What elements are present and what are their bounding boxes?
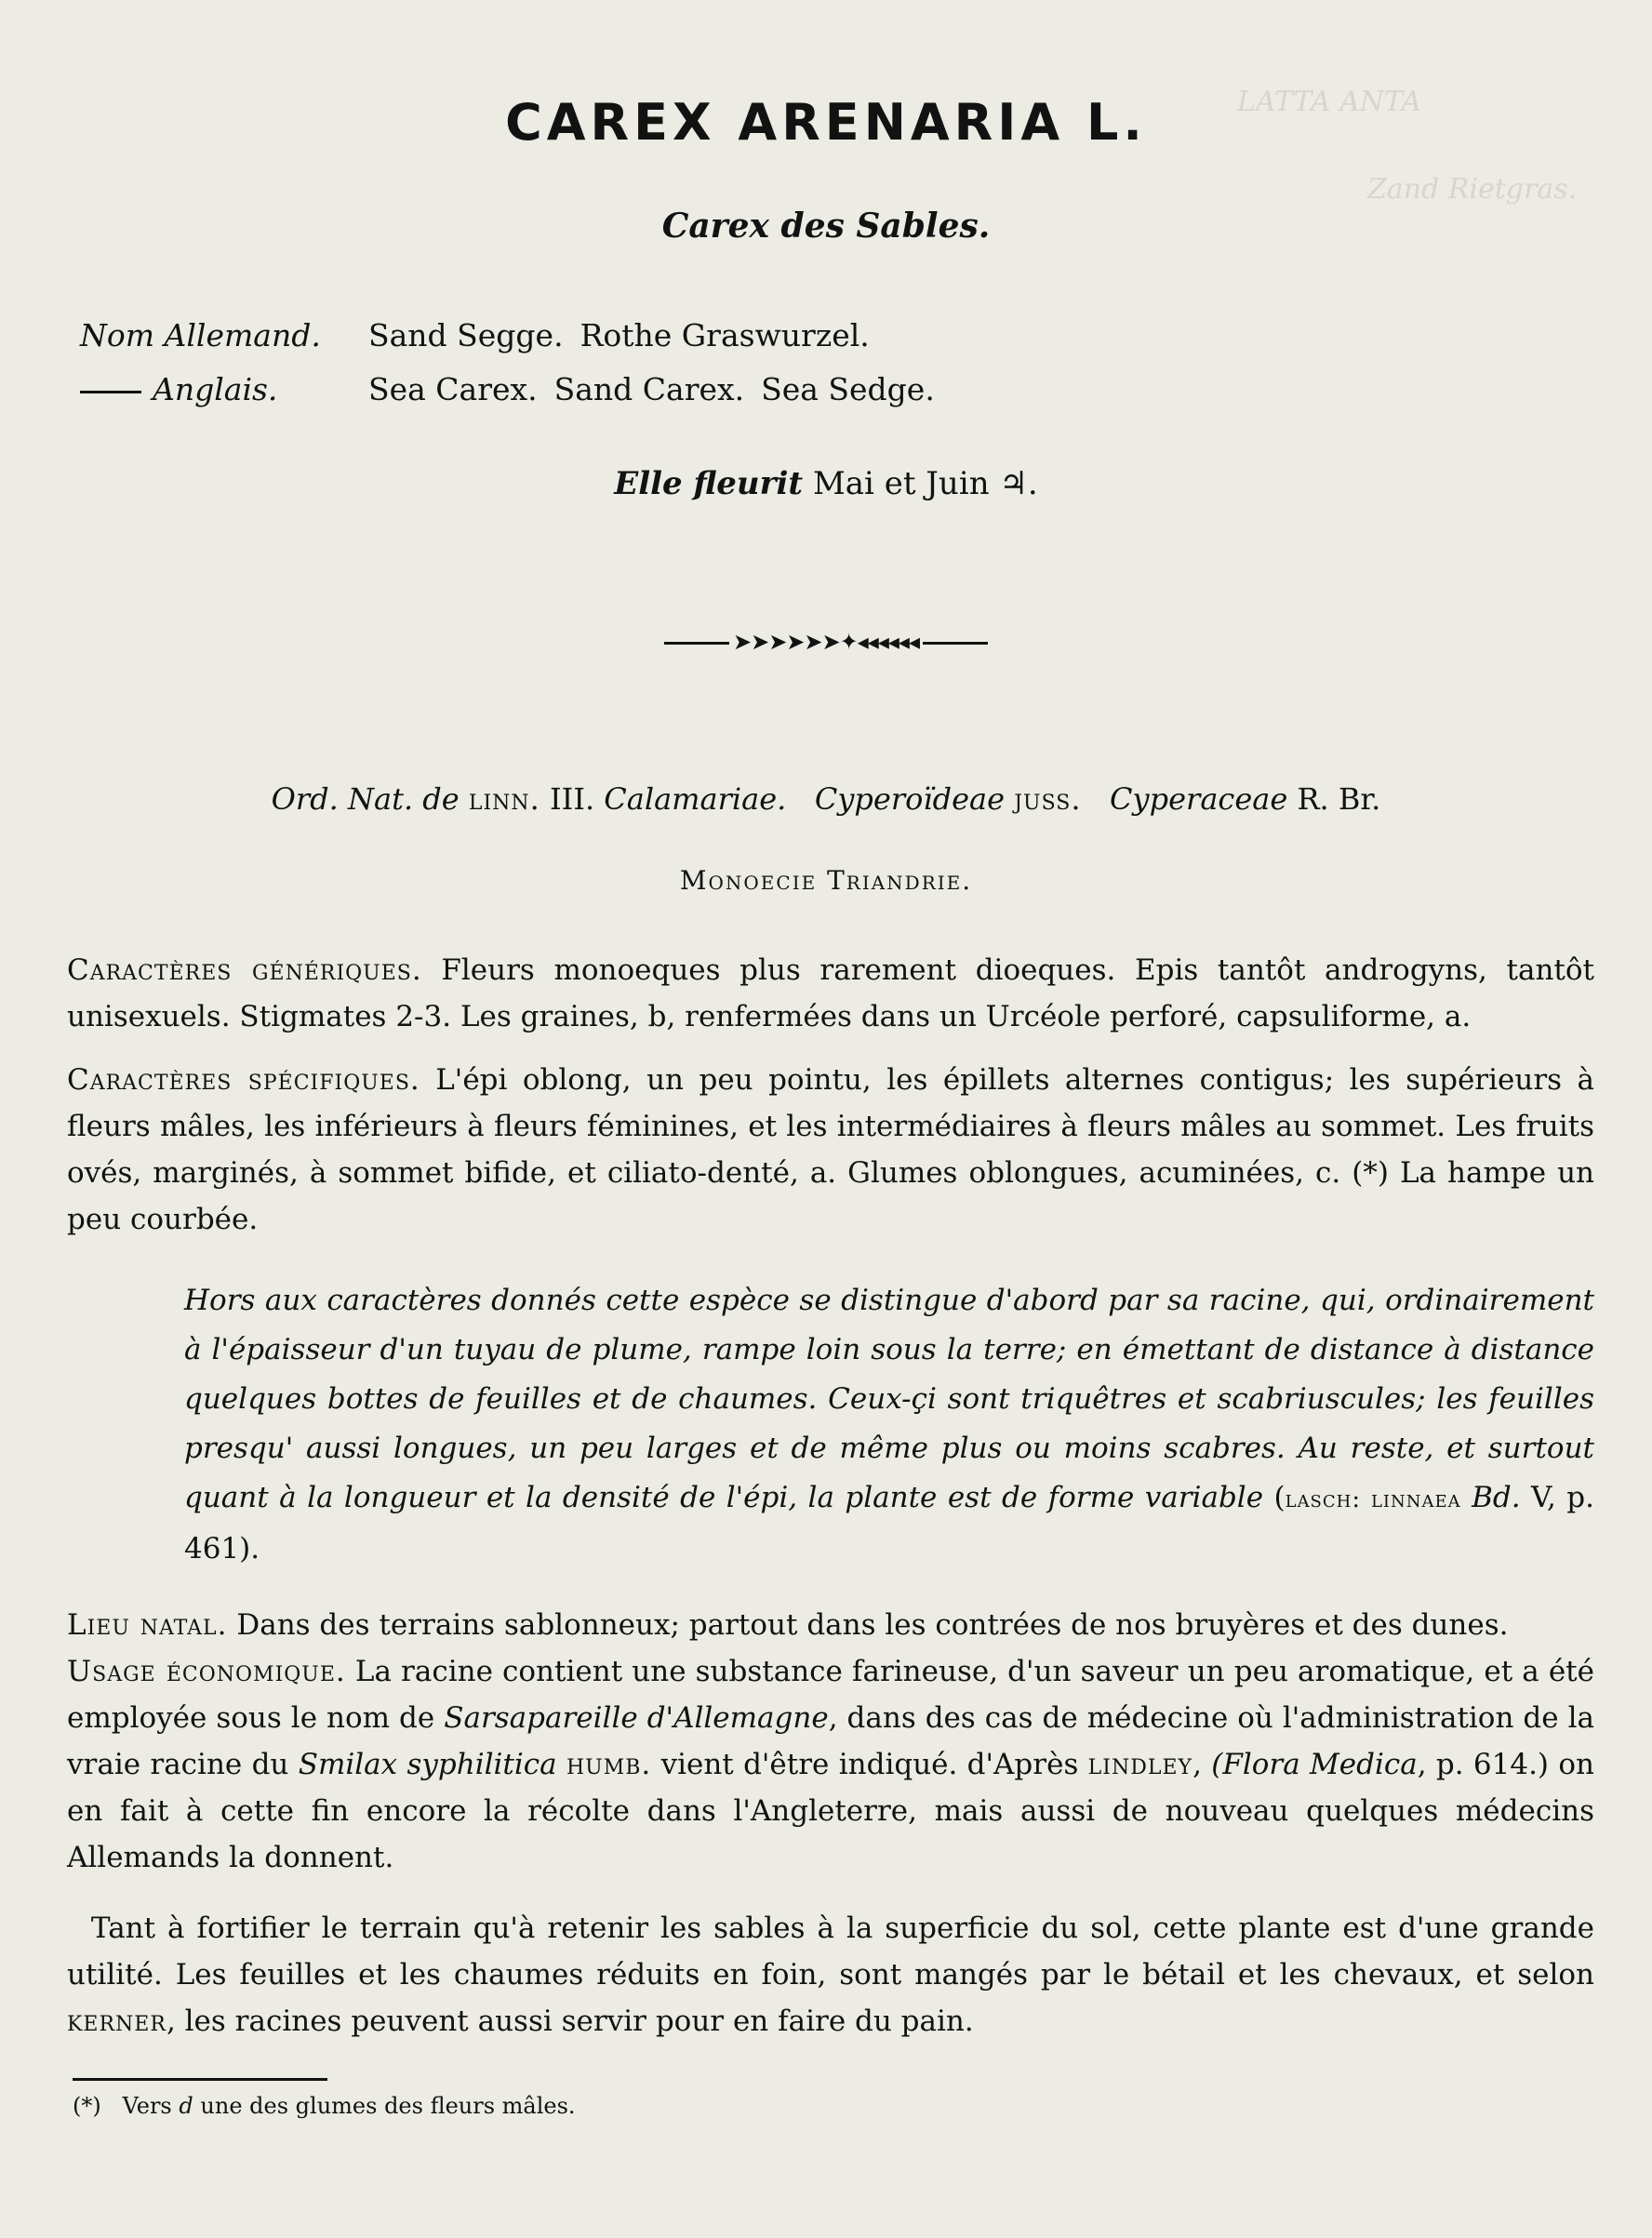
english-name-row [80, 363, 952, 417]
german-name: Rothe Graswurzel. [580, 317, 870, 353]
author-linn: linn. [468, 781, 540, 817]
footnote [73, 2093, 576, 2119]
usage-text: , p. 614.) on en fait à cette fin encore la récolte dans l'Angleterre, mais aussi de nouveau quelques médecins Allemands la donnent. [67, 1748, 1594, 1874]
natural-order-line [0, 781, 1652, 817]
ditto-dash [80, 391, 141, 393]
english-name: Sand Carex. [553, 371, 745, 407]
specific-heading: Caractères spécifiques. [67, 1063, 420, 1097]
perennial-symbol: ♃. [999, 465, 1038, 502]
usage-text: vient d'être indiqué. d'Après [660, 1748, 1079, 1781]
family-calamariae: Calamariae. [604, 781, 787, 817]
footnote-d: d [179, 2093, 193, 2119]
footnote-text: une des glumes des fleurs mâles. [200, 2093, 576, 2119]
page-subtitle: Carex des Sables. [661, 206, 991, 246]
page-title: CAREX ARENARIA L. [505, 93, 1147, 152]
flowering-line [0, 465, 1652, 502]
note-text: Hors aux caractères donnés cette espèce se distingue d'abord par sa racine, qui, ordinairement à l'épaisseur d'un tuyau de plume, rampe loin sous la terre; en émettant de distance à distance quelques bottes de feuilles et de chaumes. Ceux-çi sont triquêtres et scabriuscules; les feuilles presqu' aussi longues, un peu larges et de même plus ou moins scabres. Au reste, et surtout quant à la longueur et la densité de l'épi, la plante est de forme variable [184, 1284, 1594, 1514]
generic-characters [67, 947, 1594, 1040]
english-label: Anglais. [153, 371, 278, 407]
ornament-rule [664, 642, 729, 645]
bleed-through-text: Zand Rietgras. [1367, 173, 1578, 206]
generic-text: Fleurs monoeques plus rarement dioeques. Epis tantôt androgyns, tantôt unisexuels. Stigmates 2-3. Les graines, b, renfermées dans un Urcéole perforé, capsuliforme, a. [67, 953, 1595, 1033]
german-name: Sand Segge. [368, 317, 564, 353]
native-habitat [67, 1602, 1594, 1648]
fortify-text: Tant à fortifier le terrain qu'à retenir les sables à la superficie du sol, cette plante est d'une grande utilité. Les feuilles et les chaumes réduits en foin, sont mangés par le bétail et les chevaux, et selon [67, 1912, 1594, 1992]
german-name-row [80, 309, 952, 363]
english-name: Sea Sedge. [761, 371, 935, 407]
fortification-use [67, 1905, 1594, 2045]
usage-text: , dans des cas de médecine où l'administration de la vraie racine du [67, 1701, 1594, 1781]
english-name: Sea Carex. [368, 371, 538, 407]
usage-flora-medica: (Flora Medica [1211, 1748, 1418, 1781]
common-names [80, 309, 952, 417]
footnote-mark: (*) [73, 2093, 101, 2119]
author-rbr: R. Br. [1297, 781, 1381, 817]
note-ref-bd: Bd. [1472, 1481, 1521, 1514]
author-juss: juss. [1014, 781, 1082, 817]
ord-roman: III. [550, 781, 595, 817]
german-label: Nom Allemand. [80, 317, 321, 353]
fortify-text: , les racines peuvent aussi servir pour en faire du pain. [166, 2005, 974, 2038]
usage-heading: Usage économique. [67, 1655, 346, 1688]
flowering-prefix: Elle fleurit [614, 465, 804, 502]
description-note [184, 1276, 1594, 1574]
linnaean-class: Monoecie Triandrie. [679, 865, 973, 896]
ornament-rule [923, 642, 988, 645]
author-lindley: lindley [1087, 1748, 1193, 1781]
ord-nat-prefix: Ord. Nat. de [271, 781, 460, 817]
author-humb: humb. [566, 1748, 652, 1781]
footnote-rule [73, 2078, 327, 2081]
flowering-months: Mai et Juin [812, 465, 990, 502]
author-kerner: kerner [67, 2005, 167, 2038]
family-cyperoideae: Cyperoïdeae [814, 781, 1006, 817]
usage-sarsaparilla: Sarsapareille d'Allemagne [444, 1701, 829, 1735]
specific-text: L'épi oblong, un peu pointu, les épillets alternes contigus; les supérieurs à fleurs mâles, les inférieurs à fleurs féminines, et les intermédiaires à fleurs mâles au sommet. Les fruits ovés, marginés, à sommet bifide, et ciliato-denté, a. Glumes oblongues, acuminées, c. (*) La hampe un peu courbée. [67, 1063, 1595, 1236]
note-ref-rest: V, p. 461). [184, 1481, 1594, 1565]
usage-smilax: Smilax syphilitica [298, 1748, 557, 1781]
usage-text: La racine contient une substance farineuse, d'un saveur un peu aromatique, et a été employée sous le nom de [67, 1655, 1594, 1735]
note-ref-open: ( [1273, 1481, 1286, 1514]
habitat-heading: Lieu natal. [67, 1608, 228, 1642]
ornament-glyphs: ➤➤➤➤➤➤✦◂◂◂◂◂◂ [732, 629, 920, 655]
note-ref-author: lasch: linnaea [1285, 1485, 1461, 1513]
specific-characters [67, 1057, 1594, 1243]
usage-text: , [1192, 1748, 1202, 1781]
economic-use [67, 1648, 1594, 1881]
ornament-divider [0, 629, 1652, 655]
bleed-through-text: LATTA ANTA [1237, 86, 1422, 118]
family-cyperaceae: Cyperaceae [1110, 781, 1288, 817]
footnote-text: Vers [122, 2093, 172, 2119]
generic-heading: Caractères génériques. [67, 953, 422, 987]
habitat-text: Dans des terrains sablonneux; partout dans les contrées de nos bruyères et des dunes. [236, 1608, 1509, 1642]
